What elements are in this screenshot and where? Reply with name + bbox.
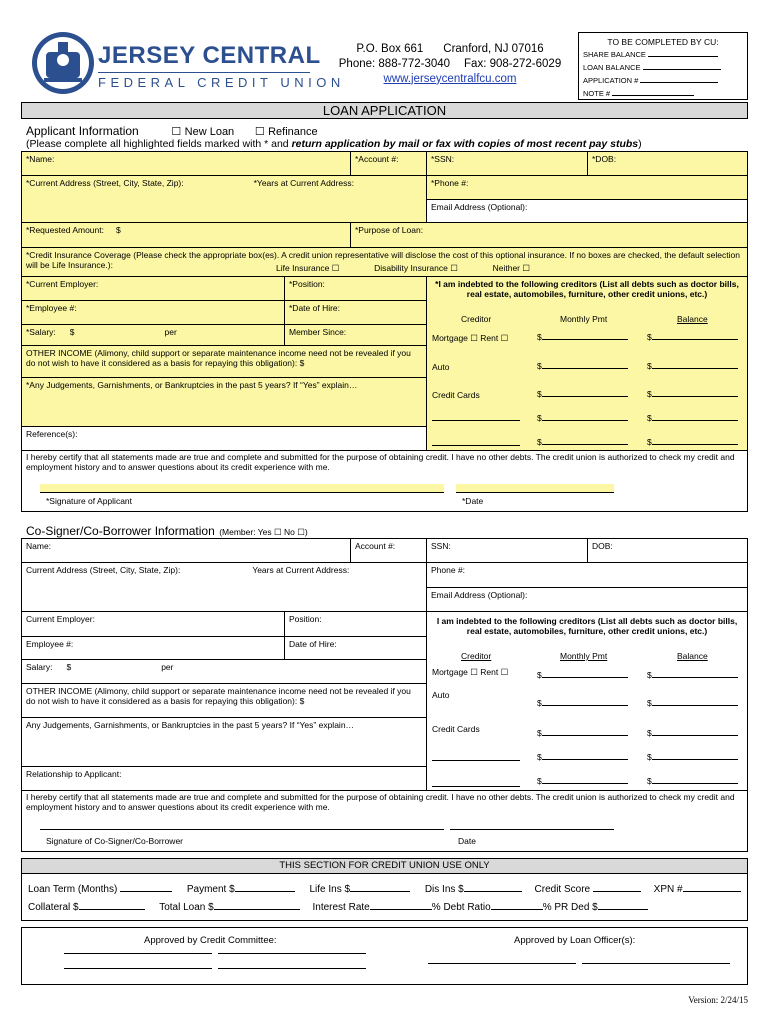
applicant-date-line[interactable] (456, 484, 614, 493)
balance-line-5[interactable]: $ (647, 437, 738, 447)
co-certify-text: I hereby certify that all statements made are true and complete and submitted for the purpose of obtaining credit. I have no other debts. The credit union is authorized to check my credit and employment history and to answer questions about its credit experience with me. (26, 792, 735, 813)
mortgage-row (432, 333, 508, 343)
co-balance-line-4[interactable]: $ (647, 752, 738, 762)
co-name-label: Name: (26, 541, 52, 551)
balance-line-2[interactable]: $ (647, 361, 738, 371)
cosigner-signature-line[interactable] (40, 829, 444, 830)
co-mortgage-row (432, 667, 508, 677)
interest-rate-label: Interest Rate (312, 902, 370, 913)
co-auto-label: Auto (432, 690, 450, 700)
account-label: *Account #: (355, 154, 399, 164)
employee-number-field[interactable] (21, 300, 285, 325)
co-balance-line-2[interactable]: $ (647, 698, 738, 708)
member-no-checkbox[interactable]: ☐ (297, 527, 305, 537)
cu-row-1 (28, 884, 741, 895)
instruction-close: ) (638, 138, 642, 150)
co-address-label: Current Address (Street, City, State, Zip): (26, 565, 181, 575)
years-label: *Years at Current Address: (253, 178, 354, 188)
references-field[interactable] (21, 426, 427, 451)
credit-insurance-field (21, 247, 748, 277)
hire-label: *Date of Hire: (289, 303, 341, 313)
co-balance-line-3[interactable]: $ (647, 728, 738, 738)
co-credit-cards-label: Credit Cards (432, 724, 480, 734)
member-no-label: No (284, 527, 295, 537)
certify-text: I hereby certify that all statements made are true and complete and submitted for the purpose of obtaining credit. I have no other debts. The credit union is authorized to check my credit and employment history and to answer questions about its credit experience with me. (26, 452, 735, 473)
co-position-label: Position: (289, 614, 322, 624)
salary-dollar: $ (69, 327, 75, 337)
phone-label: *Phone #: (431, 178, 469, 188)
committee-line-4[interactable] (218, 968, 366, 969)
co-monthly-line-1[interactable]: $ (537, 670, 628, 680)
credit-score-line[interactable] (593, 891, 641, 892)
cosigner-email-field[interactable] (426, 587, 748, 612)
email-label: Email Address (Optional): (431, 202, 528, 212)
instruction-line (26, 138, 642, 150)
xpn-label: XPN # (653, 884, 683, 895)
rent-checkbox[interactable]: ☐ (500, 333, 509, 343)
logo-main-text: JERSEY CENTRAL (98, 42, 321, 69)
member-close: ) (304, 527, 308, 537)
co-monthly-header: Monthly Pmt (560, 651, 608, 661)
co-creditor-line-5[interactable] (432, 786, 520, 787)
neither-label: Neither (492, 263, 521, 273)
cosigner-position-field[interactable] (284, 611, 427, 637)
co-balance-line-5[interactable]: $ (647, 776, 738, 786)
officer-label: Approved by Loan Officer(s): (514, 935, 636, 946)
signature-label: *Signature of Applicant (46, 496, 133, 506)
applicant-certification (21, 450, 748, 512)
co-other-income-label: OTHER INCOME (Alimony, child support or separate maintenance income need not be revealed if you do not wish to have it considered as a basis for repaying this obligation): (26, 686, 411, 707)
cosigner-salary-field[interactable] (21, 659, 427, 684)
cosigner-heading: Co-Signer/Co-Borrower Information (26, 524, 215, 538)
co-relationship-label: Relationship to Applicant: (26, 769, 122, 779)
neither-checkbox[interactable]: ☐ (522, 263, 531, 273)
po-box: P.O. Box 661 (356, 43, 424, 55)
cosigner-other-income-field[interactable] (21, 683, 427, 718)
cu-completion-box (578, 32, 748, 100)
credit-score-label: Credit Score (534, 884, 591, 895)
address-label: *Current Address (Street, City, State, Zip): (26, 178, 184, 188)
judgements-field[interactable] (21, 377, 427, 427)
co-monthly-line-4[interactable]: $ (537, 752, 628, 762)
website-link[interactable]: www.jerseycentralfcu.com (383, 72, 517, 85)
employee-label: *Employee #: (26, 303, 77, 313)
page-title: LOAN APPLICATION (322, 103, 447, 118)
cu-use-heading: THIS SECTION FOR CREDIT UNION USE ONLY (279, 860, 490, 871)
co-balance-header: Balance (677, 651, 708, 661)
new-loan-label: New Loan (184, 126, 235, 138)
cosigner-creditors-table (426, 611, 748, 791)
other-income-label: OTHER INCOME (Alimony, child support or separate maintenance income need not be revealed if you do not wish to have it considered as a basis for repaying this obligation): (26, 348, 411, 369)
monthly-line-1[interactable]: $ (537, 332, 628, 342)
applicant-heading-row (26, 124, 318, 138)
cu-use-box (21, 873, 748, 921)
monthly-line-3[interactable]: $ (537, 389, 628, 399)
monthly-line-2[interactable]: $ (537, 361, 628, 371)
co-hire-label: Date of Hire: (289, 639, 337, 649)
co-dob-label: DOB: (592, 541, 613, 551)
debt-ratio-label: Debt Ratio (443, 902, 491, 913)
dis-ins-line[interactable] (464, 891, 522, 892)
co-monthly-line-2[interactable]: $ (537, 698, 628, 708)
co-creditor-line-4[interactable] (432, 760, 520, 761)
mortgage-label: Mortgage (432, 333, 468, 343)
logo (26, 28, 345, 98)
purpose-field[interactable] (350, 222, 748, 248)
co-email-label: Email Address (Optional): (431, 590, 528, 600)
officer-line-2[interactable] (582, 963, 730, 964)
cu-use-heading-bar (21, 858, 748, 874)
dob-label: *DOB: (592, 154, 617, 164)
salary-label: *Salary: (26, 327, 56, 337)
title-bar (21, 102, 748, 119)
disability-insurance-checkbox[interactable]: ☐ (450, 263, 458, 273)
loan-term-line[interactable] (120, 891, 172, 892)
refinance-label: Refinance (268, 126, 318, 138)
note-number-label: NOTE # (583, 88, 611, 98)
debt-ratio-line[interactable] (491, 909, 543, 910)
co-mortgage-checkbox[interactable]: ☐ (470, 667, 478, 677)
loan-term-label: Loan Term (Months) (28, 884, 118, 895)
applicant-signature-line[interactable] (40, 484, 444, 493)
interest-rate-line[interactable] (370, 909, 432, 910)
balance-line-3[interactable]: $ (647, 389, 738, 399)
cosigner-employee-field[interactable] (21, 636, 285, 660)
salary-field[interactable] (21, 324, 285, 346)
committee-line-3[interactable] (64, 968, 212, 969)
date-of-hire-field[interactable] (284, 300, 427, 325)
monthly-header: Monthly Pmt (560, 314, 608, 324)
balance-header: Balance (677, 314, 708, 324)
position-label: *Position: (289, 279, 325, 289)
cosigner-certification (21, 790, 748, 852)
collateral-line[interactable] (79, 909, 145, 910)
co-judgements-label: Any Judgements, Garnishments, or Bankruptcies in the past 5 years? If “Yes” explain… (26, 720, 355, 730)
disability-insurance-label: Disability Insurance (374, 263, 448, 273)
date-label: *Date (462, 496, 484, 506)
position-field[interactable] (284, 276, 427, 301)
other-income-field[interactable] (21, 345, 427, 378)
balance-line-4[interactable]: $ (647, 413, 738, 423)
xpn-line[interactable] (683, 891, 741, 892)
credit-cards-label: Credit Cards (432, 390, 480, 400)
applicant-account-field[interactable] (350, 151, 427, 176)
co-date-label: Date (458, 836, 476, 846)
life-insurance-label: Life Insurance (276, 263, 330, 273)
member-since-field[interactable] (284, 324, 427, 346)
salary-per: per (164, 327, 177, 337)
cosigner-hire-field[interactable] (284, 636, 427, 660)
dis-ins-label: Dis Ins $ (424, 884, 464, 895)
auto-label: Auto (432, 362, 450, 372)
co-employee-label: Employee #: (26, 639, 74, 649)
insurance-text: *Credit Insurance Coverage (Please check the appropriate box(es). A credit union representative will disclose the cost of this optional insurance. If no boxes are checked, the default selection will be Life Insurance.): (26, 250, 740, 271)
interest-pct: % (431, 902, 441, 913)
train-emblem-icon (30, 30, 96, 96)
co-salary-per: per (161, 662, 174, 672)
cosigner-judgements-field[interactable] (21, 717, 427, 767)
co-employer-label: Current Employer: (26, 614, 95, 624)
cosigner-address-field[interactable] (21, 562, 427, 612)
new-loan-checkbox[interactable]: ☐ (171, 126, 182, 138)
indebted-text: *I am indebted to the following creditors (List all debts such as doctor bills, real estate, automobiles, furniture, other credit unions, etc.) (435, 279, 739, 300)
rent-label: Rent (480, 333, 499, 343)
cosigner-name-field[interactable] (21, 538, 351, 563)
applicant-name-field[interactable] (21, 151, 351, 176)
member-yes-label: (Member: Yes (219, 527, 272, 537)
applicant-ssn-field[interactable] (426, 151, 588, 176)
monthly-line-4[interactable]: $ (537, 413, 628, 423)
monthly-line-5[interactable]: $ (537, 437, 628, 447)
cosigner-phone-field[interactable] (426, 562, 748, 588)
applicant-dob-field[interactable] (587, 151, 748, 176)
cosigner-employer-field[interactable] (21, 611, 285, 637)
cosigner-dob-field[interactable] (587, 538, 748, 563)
name-label: *Name: (26, 154, 55, 164)
co-years-label: Years at Current Address: (252, 565, 350, 575)
co-other-income-dollar: $ (299, 696, 305, 707)
payment-line[interactable] (235, 891, 295, 892)
loan-balance-label: LOAN BALANCE (583, 63, 641, 73)
balance-line-1[interactable]: $ (647, 332, 738, 342)
phone: Phone: 888-772-3040 (338, 57, 451, 70)
collateral-label: Collateral $ (28, 902, 79, 913)
applicant-address-field[interactable] (21, 175, 427, 223)
total-loan-line[interactable] (214, 909, 300, 910)
requested-amount-field[interactable] (21, 222, 351, 248)
purpose-label: *Purpose of Loan: (355, 225, 424, 235)
cu-row-2 (28, 902, 648, 913)
instruction-text: (Please complete all highlighted fields marked with * and (26, 138, 292, 150)
officer-line-1[interactable] (428, 963, 576, 964)
committee-line-2[interactable] (218, 953, 366, 954)
insurance-options (276, 263, 530, 273)
other-income-dollar: $ (299, 358, 305, 369)
refinance-checkbox[interactable]: ☐ (254, 126, 265, 138)
co-monthly-line-3[interactable]: $ (537, 728, 628, 738)
life-ins-label: Life Ins $ (309, 884, 351, 895)
judgements-label: *Any Judgements, Garnishments, or Bankruptcies in the past 5 years? If “Yes” explain… (26, 380, 358, 390)
fax: Fax: 908-272-6029 (464, 57, 562, 70)
co-salary-label: Salary: (26, 662, 53, 672)
creditors-table (426, 276, 748, 451)
co-mortgage-label: Mortgage (432, 667, 468, 677)
ssn-label: *SSN: (431, 154, 455, 164)
life-insurance-checkbox[interactable]: ☐ (331, 263, 340, 273)
co-account-label: Account #: (355, 541, 396, 551)
current-employer-field[interactable] (21, 276, 285, 301)
pr-ded-line[interactable] (598, 909, 648, 910)
contact-block (320, 42, 580, 87)
applicant-heading: Applicant Information (26, 124, 139, 138)
co-indebted-text: I am indebted to the following creditors (List all debts such as doctor bills, real estate, automobiles, furniture, other credit unions, etc.) (436, 616, 738, 637)
co-creditor-header: Creditor (461, 651, 492, 661)
cosigner-account-field[interactable] (350, 538, 427, 563)
city: Cranford, NJ 07016 (443, 43, 544, 55)
committee-line-1[interactable] (64, 953, 212, 954)
creditor-header: Creditor (461, 314, 492, 324)
co-salary-dollar: $ (66, 662, 72, 672)
applicant-phone-field[interactable] (426, 175, 748, 200)
committee-label: Approved by Credit Committee: (144, 935, 277, 946)
approval-box (21, 927, 748, 985)
cosigner-ssn-field[interactable] (426, 538, 588, 563)
debt-pct: % (542, 902, 552, 913)
pr-ded-label: PR Ded $ (554, 902, 598, 913)
member-since-label: Member Since: (289, 327, 347, 337)
co-ssn-label: SSN: (431, 541, 451, 551)
application-number-label: APPLICATION # (583, 75, 639, 85)
cosigner-date-line[interactable] (450, 829, 614, 830)
version-label: Version: 2/24/15 (688, 995, 748, 1005)
requested-amount-label: *Requested Amount: (26, 225, 104, 235)
dollar-sign: $ (115, 225, 121, 235)
creditor-line-4[interactable] (432, 420, 520, 421)
creditor-line-5[interactable] (432, 445, 520, 446)
logo-divider (98, 72, 310, 73)
co-phone-label: Phone #: (431, 565, 466, 575)
total-loan-label: Total Loan $ (159, 902, 214, 913)
cosigner-relationship-field[interactable] (21, 766, 427, 791)
references-label: Reference(s): (26, 429, 78, 439)
co-monthly-line-5[interactable]: $ (537, 776, 628, 786)
employer-label: *Current Employer: (26, 279, 99, 289)
logo-sub-text: FEDERAL CREDIT UNION (98, 75, 345, 90)
co-signature-label: Signature of Co-Signer/Co-Borrower (46, 836, 184, 846)
co-balance-line-1[interactable]: $ (647, 670, 738, 680)
mortgage-checkbox[interactable]: ☐ (470, 333, 478, 343)
life-ins-line[interactable] (350, 891, 410, 892)
instruction-emphasis: return application by mail or fax with copies of most recent pay stubs (291, 138, 639, 150)
applicant-email-field[interactable] (426, 199, 748, 223)
cu-box-title: TO BE COMPLETED BY CU: (607, 37, 719, 47)
share-balance-label: SHARE BALANCE (583, 50, 646, 60)
member-yes-checkbox[interactable]: ☐ (274, 527, 282, 537)
co-rent-label: Rent (480, 667, 499, 677)
payment-label: Payment $ (186, 884, 235, 895)
co-rent-checkbox[interactable]: ☐ (500, 667, 509, 677)
